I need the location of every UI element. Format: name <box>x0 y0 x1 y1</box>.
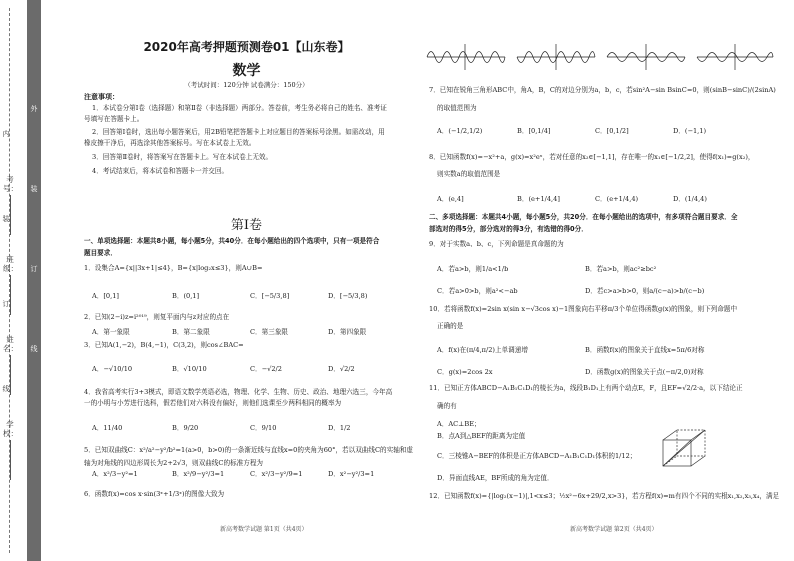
exam-info: （考试时间：120分钟 试卷满分：150分） <box>184 81 309 89</box>
binding-word: 线 <box>30 345 38 353</box>
option: D．1/2 <box>328 424 351 432</box>
notice-line: 号填写在答题卡上。 <box>84 115 144 123</box>
part-title: 第Ⅰ卷 <box>230 218 263 233</box>
option: C．[−5/3,8] <box>250 292 290 300</box>
question-8: 则实数a的取值范围是 <box>437 170 501 178</box>
option: A．(−1/2,1/2) <box>437 127 483 135</box>
option: C．(e+1/4,4) <box>595 195 639 203</box>
subject-title: 数学 <box>232 63 261 79</box>
question-4: 一的小明与小芳进行选科，假若他们对六科没有偏好，则他们选课至少两科相同的概率为 <box>84 399 342 407</box>
binding-word: 线 <box>2 385 10 393</box>
option: B．x²/9−y²/3=1 <box>172 470 225 478</box>
option: B．(0,1] <box>172 292 200 300</box>
option: B．(e+1/4,4] <box>517 195 560 203</box>
question-8: 8．已知函数f(x)=−x²+a，g(x)=x²eˣ，若对任意的x₂∈[−1,1]，存在唯一的x₁∈[−1/2,2]，使得f(x₁)=g(x₂)， <box>429 153 755 161</box>
option: B．[0,1/4] <box>517 127 551 135</box>
school-field: 学校： <box>3 420 17 482</box>
option: C．[0,1/2] <box>595 127 629 135</box>
option: D．[−5/3,8) <box>328 292 368 300</box>
section-heading: 二、多项选择题：本题共4小题，每小题5分，共20分．在每小题给出的选项中，有多项符合题目要求．全 <box>429 213 738 221</box>
notice-line: 3．回答第Ⅱ卷时，将答案写在答题卡上。写在本试卷上无效。 <box>92 153 273 161</box>
option: D．异面直线AE，BF所成的角为定值． <box>437 474 554 482</box>
notice-line: 橡皮擦干净后，再选涂其他答案标号。写在本试卷上无效。 <box>84 139 256 147</box>
option: D．若c>a>b>0，则a/(c−a)>b/(c−b) <box>585 287 705 295</box>
binding-word: 内 <box>2 130 10 138</box>
option: D．√2/2 <box>328 365 355 373</box>
section-heading: 题目要求． <box>84 249 117 257</box>
option: C．第三象限 <box>250 328 289 336</box>
question-5: 5．已知双曲线C：x²/a²−y²/b²=1(a>0，b>0)的一条渐近线与直线x=0的夹角为60°，若以双曲线C的实轴和虚 <box>84 446 414 454</box>
option: B．点A到△BEF的距离为定值 <box>437 432 526 440</box>
option: C．若a>0>b，则a²<−ab <box>437 287 518 295</box>
option: C．三棱锥A−BEF的体积是正方体ABCD−A₁B₁C₁D₁体积的1/12； <box>437 452 637 460</box>
option: A．若a>b，则1/a<1/b <box>437 265 509 273</box>
option: A．AC⊥BE； <box>437 420 481 428</box>
question-9: 9．对于实数a、b、c，下列命题是真命题的为 <box>429 240 564 248</box>
option: C．9/10 <box>250 424 277 432</box>
option: A．x²/3−y²=1 <box>92 470 138 478</box>
binding-margin <box>0 0 52 561</box>
cube-figure <box>657 426 717 470</box>
option: C．−√2/2 <box>250 365 282 373</box>
question-7: 7．已知在锐角三角形ABC中，角A，B，C的对边分别为a，b，c，若sin²A−sin BsinC=0，则(sinB−sinC)/(2sinA) <box>429 86 776 94</box>
section-heading: 部选对的得5分，部分选对的得3分，有选错的得0分． <box>429 225 588 233</box>
question-6: 6．函数f(x)=cos x·sin(3ˣ+1/3ˣ)的图像大致为 <box>84 490 225 498</box>
name-field: 姓名： <box>3 335 17 397</box>
question-10: 正确的是 <box>437 322 464 330</box>
option: A．第一象限 <box>92 328 130 336</box>
option: B．√10/10 <box>172 365 207 373</box>
question-10: 10．若将函数f(x)=2sin x(sin x−√3cos x)−1图象向右平移π/3个单位得函数g(x)的图象，则下列命题中 <box>429 305 738 313</box>
option: A．f(x)在(π/4,π/2)上单调递增 <box>437 346 528 354</box>
question-3: 3．已知A(1,−2)，B(4,−1)，C(3,2)，则cos∠BAC= <box>84 341 244 349</box>
page-2 <box>425 0 782 561</box>
question-5: 轴为对角线的四边形周长为2+2√3，则双曲线C的标准方程为 <box>84 459 264 467</box>
binding-word: 订 <box>30 265 38 273</box>
question-7: 的取值范围为 <box>437 104 477 112</box>
option: D．x²−y²/3=1 <box>328 470 375 478</box>
option: A．11/40 <box>92 424 123 432</box>
option: B．若a>b，则ac²≥bc² <box>585 265 657 273</box>
notice-line: 4．考试结束后，将本试卷和答题卡一并交回。 <box>92 167 229 175</box>
option: A．−√10/10 <box>92 365 133 373</box>
binding-word: 装 <box>30 185 38 193</box>
page-footer: 新高考数学试题 第1页（共4页） <box>220 526 308 533</box>
page-footer: 新高考数学试题 第2页（共4页） <box>570 526 658 533</box>
question-12: 12．已知函数f(x)={|log₂(x−1)|,1<x≤3；½x²−6x+29/2,x>3}，若方程f(x)=m有四个不同的实根x₁,x₂,x₃,x₄，满足 <box>429 492 780 500</box>
section-heading: 一、单项选择题：本题共8小题，每小题5分，共40分．在每小题给出的四个选项中，只有一项是符合 <box>84 237 380 245</box>
option: C．x²/3−y²/9=1 <box>250 470 303 478</box>
notice-line: 2．回答第Ⅰ卷时，选出每小题答案后，用2B铅笔把答题卡上对应题目的答案标号涂黑。如需改动，用 <box>92 128 385 136</box>
option: D．函数g(x)的图象关于点(−π/2,0)对称 <box>585 368 704 376</box>
question-11: 确的有 <box>437 402 457 410</box>
option: B．9/20 <box>172 424 199 432</box>
option: B．函数f(x)的图象关于直线x=5π/6对称 <box>585 346 705 354</box>
binding-word: 订 <box>2 300 10 308</box>
notice-title: 注意事项： <box>84 93 119 101</box>
option: B．第二象限 <box>172 328 210 336</box>
option: D．第四象限 <box>328 328 367 336</box>
notice-line: 1．本试卷分第Ⅰ卷（选择题）和第Ⅱ卷（非选择题）两部分。答卷前，考生务必将自己的姓名、准考证 <box>92 104 387 112</box>
page-title: 2020年高考押题预测卷01【山东卷】 <box>143 40 350 54</box>
option: C．g(x)=2cos 2x <box>437 368 493 376</box>
exam-id-field: 考号： <box>3 175 17 237</box>
binding-word: 装 <box>2 215 10 223</box>
binding-word: 外 <box>30 105 38 113</box>
option: D．(1/4,4) <box>673 195 707 203</box>
binding-strip <box>27 0 41 561</box>
page-1 <box>80 0 413 561</box>
function-graph-options <box>425 42 775 72</box>
option: A．[0,1] <box>92 292 119 300</box>
option: D．(−1,1) <box>673 127 707 135</box>
question-1: 1．设集合A={x||3x+1|≤4}，B={x|log₂x≤3}，则A∪B= <box>84 264 263 272</box>
option: A．(e,4] <box>437 195 464 203</box>
question-11: 11．已知正方体ABCD−A₁B₁C₁D₁的棱长为a，线段B₁D₁上有两个动点E，F，且EF=√2/2·a，以下结论正 <box>429 384 743 392</box>
class-field: 班级： <box>3 255 17 317</box>
question-4: 4．我省高考实行3+3模式，即语文数学英语必选，物理、化学、生物、历史、政治、地理六选三，今年高 <box>84 388 393 396</box>
question-2: 2．已知(2−i)z=i²⁰¹⁹，则复平面内与z对应的点在 <box>84 313 230 321</box>
